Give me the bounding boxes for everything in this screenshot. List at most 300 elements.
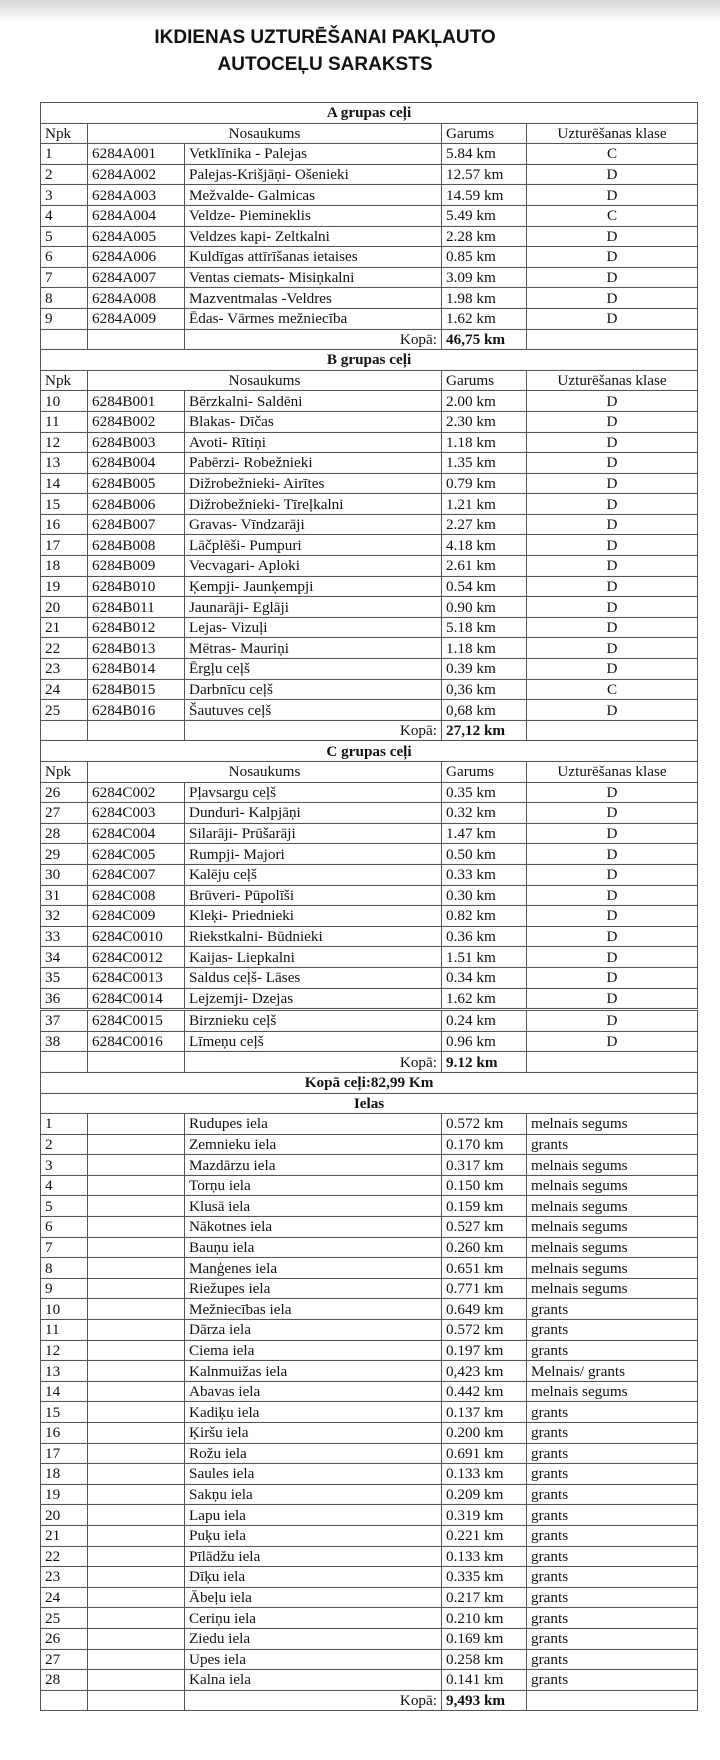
- street-length: 0.335 km: [442, 1567, 527, 1588]
- row-class: D: [527, 864, 698, 885]
- street-npk: 6: [41, 1217, 88, 1238]
- row-name: Kalēju ceļš: [185, 864, 442, 885]
- header-npk: Npk: [41, 123, 88, 144]
- column-header-row: [41, 762, 698, 783]
- table-row: [41, 1134, 698, 1155]
- street-name: Kadiķu iela: [185, 1402, 442, 1423]
- row-npk: 35: [41, 967, 88, 988]
- street-length: 0.651 km: [442, 1258, 527, 1279]
- table-row: [41, 1340, 698, 1361]
- row-code: 6284B011: [88, 597, 185, 618]
- total-empty-1: [41, 1690, 88, 1711]
- street-surface: melnais segums: [527, 1155, 698, 1176]
- row-name: Lejas- Vizuļi: [185, 617, 442, 638]
- street-npk: 1: [41, 1114, 88, 1135]
- street-code: [88, 1278, 185, 1299]
- street-surface: grants: [527, 1567, 698, 1588]
- street-name: Rožu iela: [185, 1443, 442, 1464]
- street-name: Nākotnes iela: [185, 1217, 442, 1238]
- table-row: [41, 988, 698, 1010]
- street-name: Pīlādžu iela: [185, 1546, 442, 1567]
- street-length: 0.200 km: [442, 1423, 527, 1444]
- row-code: 6284B015: [88, 679, 185, 700]
- row-length: 14.59 km: [442, 185, 527, 206]
- row-npk: 5: [41, 226, 88, 247]
- street-npk: 18: [41, 1464, 88, 1485]
- street-surface: grants: [527, 1340, 698, 1361]
- street-surface: melnais segums: [527, 1217, 698, 1238]
- row-class: D: [527, 803, 698, 824]
- row-npk: 4: [41, 205, 88, 226]
- table-row: [41, 906, 698, 927]
- street-length: 0.260 km: [442, 1237, 527, 1258]
- row-npk: 32: [41, 906, 88, 927]
- row-name: Lejzemji- Dzejas: [185, 988, 442, 1010]
- row-length: 0.33 km: [442, 864, 527, 885]
- group-title-row: [41, 103, 698, 124]
- row-length: 0.50 km: [442, 844, 527, 865]
- total-empty-1: [41, 329, 88, 350]
- title-line-2: AUTOCEĻU SARAKSTS: [217, 54, 433, 75]
- total-empty-3: [527, 329, 698, 350]
- table-row: [41, 473, 698, 494]
- table-row: [41, 803, 698, 824]
- street-name: Puķu iela: [185, 1525, 442, 1546]
- table-row: [41, 226, 698, 247]
- row-class: D: [527, 947, 698, 968]
- row-npk: 19: [41, 576, 88, 597]
- table-row: [41, 411, 698, 432]
- total-row: [41, 329, 698, 350]
- row-npk: 16: [41, 514, 88, 535]
- row-name: Līmeņu ceļš: [185, 1031, 442, 1052]
- row-class: D: [527, 782, 698, 803]
- row-code: 6284B001: [88, 391, 185, 412]
- row-class: D: [527, 267, 698, 288]
- row-length: 5.18 km: [442, 617, 527, 638]
- total-label: Kopā:: [185, 1690, 442, 1711]
- row-length: 2.30 km: [442, 411, 527, 432]
- row-code: 6284C002: [88, 782, 185, 803]
- row-npk: 12: [41, 432, 88, 453]
- street-name: Ciema iela: [185, 1340, 442, 1361]
- table-row: [41, 1567, 698, 1588]
- row-length: 5.84 km: [442, 144, 527, 165]
- row-name: Vetklīnika - Palejas: [185, 144, 442, 165]
- table-row: [41, 535, 698, 556]
- table-row: [41, 1114, 698, 1135]
- street-length: 0.197 km: [442, 1340, 527, 1361]
- table-row: [41, 185, 698, 206]
- table-row: [41, 1505, 698, 1526]
- row-npk: 37: [41, 1010, 88, 1032]
- row-name: Blakas- Dīčas: [185, 411, 442, 432]
- row-npk: 25: [41, 700, 88, 721]
- row-length: 2.00 km: [442, 391, 527, 412]
- table-row: [41, 823, 698, 844]
- row-code: 6284B013: [88, 638, 185, 659]
- table-row: [41, 494, 698, 515]
- row-code: 6284B004: [88, 453, 185, 474]
- row-code: 6284C0012: [88, 947, 185, 968]
- row-class: D: [527, 638, 698, 659]
- street-surface: melnais segums: [527, 1237, 698, 1258]
- street-length: 0.442 km: [442, 1381, 527, 1402]
- street-npk: 16: [41, 1423, 88, 1444]
- group-title: A grupas ceļi: [41, 103, 698, 124]
- street-name: Riežupes iela: [185, 1278, 442, 1299]
- group-title: C grupas ceļi: [41, 741, 698, 762]
- street-surface: grants: [527, 1443, 698, 1464]
- row-code: 6284B002: [88, 411, 185, 432]
- street-code: [88, 1381, 185, 1402]
- table-row: [41, 288, 698, 309]
- table-row: [41, 1361, 698, 1382]
- street-name: Mazdārzu iela: [185, 1155, 442, 1176]
- row-class: D: [527, 823, 698, 844]
- street-name: Zemnieku iela: [185, 1134, 442, 1155]
- table-row: [41, 164, 698, 185]
- row-npk: 18: [41, 556, 88, 577]
- row-length: 1.62 km: [442, 308, 527, 329]
- street-code: [88, 1484, 185, 1505]
- street-npk: 13: [41, 1361, 88, 1382]
- row-code: 6284A001: [88, 144, 185, 165]
- row-name: Kuldīgas attīrīšanas ietaises: [185, 247, 442, 268]
- table-row: [41, 267, 698, 288]
- street-surface: grants: [527, 1134, 698, 1155]
- row-name: Mežvalde- Galmicas: [185, 185, 442, 206]
- street-name: Dārza iela: [185, 1320, 442, 1341]
- row-length: 0,68 km: [442, 700, 527, 721]
- street-name: Saules iela: [185, 1464, 442, 1485]
- row-length: 2.61 km: [442, 556, 527, 577]
- table-row: [41, 576, 698, 597]
- street-code: [88, 1628, 185, 1649]
- row-length: 1.35 km: [442, 453, 527, 474]
- row-class: D: [527, 494, 698, 515]
- row-code: 6284A004: [88, 205, 185, 226]
- street-length: 0.169 km: [442, 1628, 527, 1649]
- row-code: 6284C0014: [88, 988, 185, 1010]
- row-name: Ķempji- Jaunķempji: [185, 576, 442, 597]
- row-length: 5.49 km: [442, 205, 527, 226]
- row-length: 2.28 km: [442, 226, 527, 247]
- streets-title: Ielas: [41, 1093, 698, 1114]
- row-code: 6284C004: [88, 823, 185, 844]
- row-length: 0.32 km: [442, 803, 527, 824]
- street-name: Bauņu iela: [185, 1237, 442, 1258]
- table-row: [41, 1443, 698, 1464]
- row-code: 6284C008: [88, 885, 185, 906]
- street-length: 0.150 km: [442, 1175, 527, 1196]
- row-code: 6284C0015: [88, 1010, 185, 1032]
- table-row: [41, 638, 698, 659]
- header-nosaukums: Nosaukums: [88, 370, 442, 391]
- row-npk: 26: [41, 782, 88, 803]
- street-code: [88, 1567, 185, 1588]
- row-npk: 38: [41, 1031, 88, 1052]
- row-name: Ērgļu ceļš: [185, 659, 442, 680]
- row-length: 2.27 km: [442, 514, 527, 535]
- column-header-row: [41, 123, 698, 144]
- row-class: D: [527, 226, 698, 247]
- row-code: 6284A002: [88, 164, 185, 185]
- table-row: [41, 597, 698, 618]
- table-row: [41, 1484, 698, 1505]
- street-code: [88, 1175, 185, 1196]
- table-row: [41, 1587, 698, 1608]
- row-npk: 3: [41, 185, 88, 206]
- row-class: D: [527, 288, 698, 309]
- street-surface: grants: [527, 1299, 698, 1320]
- row-length: 1.18 km: [442, 638, 527, 659]
- title-line-1: IKDIENAS UZTURĒŠANAI PAKĻAUTO: [154, 27, 496, 48]
- row-name: Pabērzi- Robežnieki: [185, 453, 442, 474]
- row-name: Ēdas- Vārmes mežniecība: [185, 308, 442, 329]
- street-surface: melnais segums: [527, 1114, 698, 1135]
- row-length: 0,36 km: [442, 679, 527, 700]
- row-length: 1.51 km: [442, 947, 527, 968]
- row-code: 6284C0013: [88, 967, 185, 988]
- table-row: [41, 1237, 698, 1258]
- street-name: Ķiršu iela: [185, 1423, 442, 1444]
- table-row: [41, 1402, 698, 1423]
- row-class: D: [527, 556, 698, 577]
- table-row: [41, 700, 698, 721]
- row-class: D: [527, 453, 698, 474]
- row-name: Bērzkalni- Saldēni: [185, 391, 442, 412]
- row-code: 6284C009: [88, 906, 185, 927]
- row-class: D: [527, 1010, 698, 1032]
- row-name: Riekstkalni- Būdnieki: [185, 926, 442, 947]
- row-code: 6284C0016: [88, 1031, 185, 1052]
- row-npk: 1: [41, 144, 88, 165]
- street-npk: 4: [41, 1175, 88, 1196]
- row-code: 6284B014: [88, 659, 185, 680]
- street-code: [88, 1361, 185, 1382]
- table-row: [41, 1217, 698, 1238]
- total-label: Kopā:: [185, 1052, 442, 1073]
- street-code: [88, 1649, 185, 1670]
- street-surface: Melnais/ grants: [527, 1361, 698, 1382]
- table-row: [41, 1010, 698, 1032]
- street-code: [88, 1299, 185, 1320]
- row-npk: 27: [41, 803, 88, 824]
- row-class: C: [527, 679, 698, 700]
- row-npk: 23: [41, 659, 88, 680]
- total-value: 27,12 km: [442, 720, 527, 741]
- street-npk: 23: [41, 1567, 88, 1588]
- header-garums: Garums: [442, 123, 527, 144]
- row-npk: 36: [41, 988, 88, 1010]
- row-name: Silarāji- Prūšarāji: [185, 823, 442, 844]
- row-class: D: [527, 885, 698, 906]
- row-class: D: [527, 514, 698, 535]
- header-npk: Npk: [41, 370, 88, 391]
- street-npk: 8: [41, 1258, 88, 1279]
- table-row: [41, 617, 698, 638]
- table-row: [41, 947, 698, 968]
- street-length: 0,423 km: [442, 1361, 527, 1382]
- table-row: [41, 1608, 698, 1629]
- header-klase: Uzturēšanas klase: [527, 370, 698, 391]
- row-code: 6284B003: [88, 432, 185, 453]
- street-surface: grants: [527, 1587, 698, 1608]
- row-class: D: [527, 844, 698, 865]
- table-row: [41, 1320, 698, 1341]
- street-name: Manģenes iela: [185, 1258, 442, 1279]
- total-label: Kopā:: [185, 720, 442, 741]
- row-length: 0.96 km: [442, 1031, 527, 1052]
- street-npk: 27: [41, 1649, 88, 1670]
- table-row: [41, 659, 698, 680]
- total-row: [41, 1690, 698, 1711]
- table-row: [41, 1196, 698, 1217]
- row-code: 6284B016: [88, 700, 185, 721]
- row-code: 6284C003: [88, 803, 185, 824]
- table-row: [41, 1670, 698, 1691]
- header-garums: Garums: [442, 370, 527, 391]
- street-surface: grants: [527, 1628, 698, 1649]
- row-class: D: [527, 576, 698, 597]
- row-length: 12.57 km: [442, 164, 527, 185]
- row-code: 6284A008: [88, 288, 185, 309]
- table-row: [41, 844, 698, 865]
- row-class: C: [527, 144, 698, 165]
- row-length: 1.62 km: [442, 988, 527, 1010]
- row-npk: 7: [41, 267, 88, 288]
- table-row: [41, 1464, 698, 1485]
- table-row: [41, 782, 698, 803]
- row-code: 6284A007: [88, 267, 185, 288]
- street-length: 0.572 km: [442, 1320, 527, 1341]
- table-row: [41, 885, 698, 906]
- row-length: 0.24 km: [442, 1010, 527, 1032]
- table-row: [41, 556, 698, 577]
- top-shade: [0, 0, 720, 22]
- roads-table-body: [41, 103, 698, 1711]
- street-length: 0.649 km: [442, 1299, 527, 1320]
- group-title-row: [41, 741, 698, 762]
- street-code: [88, 1237, 185, 1258]
- row-name: Šautuves ceļš: [185, 700, 442, 721]
- table-row: [41, 1155, 698, 1176]
- table-row: [41, 1175, 698, 1196]
- row-name: Dunduri- Kalpjāņi: [185, 803, 442, 824]
- row-code: 6284B005: [88, 473, 185, 494]
- row-name: Rumpji- Majori: [185, 844, 442, 865]
- row-class: D: [527, 308, 698, 329]
- street-npk: 22: [41, 1546, 88, 1567]
- street-name: Dīķu iela: [185, 1567, 442, 1588]
- total-label: Kopā:: [185, 329, 442, 350]
- total-empty-3: [527, 720, 698, 741]
- grand-total-row: [41, 1072, 698, 1093]
- row-npk: 10: [41, 391, 88, 412]
- row-code: 6284B009: [88, 556, 185, 577]
- row-length: 1.21 km: [442, 494, 527, 515]
- row-code: 6284A009: [88, 308, 185, 329]
- header-garums: Garums: [442, 762, 527, 783]
- street-npk: 21: [41, 1525, 88, 1546]
- roads-table: [40, 102, 698, 1711]
- total-empty-3: [527, 1690, 698, 1711]
- row-name: Dižrobežnieki- Tīreļkalni: [185, 494, 442, 515]
- table-row: [41, 1031, 698, 1052]
- row-class: C: [527, 205, 698, 226]
- row-code: 6284B006: [88, 494, 185, 515]
- street-length: 0.210 km: [442, 1608, 527, 1629]
- street-name: Abavas iela: [185, 1381, 442, 1402]
- street-length: 0.258 km: [442, 1649, 527, 1670]
- row-class: D: [527, 597, 698, 618]
- row-class: D: [527, 391, 698, 412]
- row-code: 6284B010: [88, 576, 185, 597]
- row-name: Palejas-Krišjāņi- Ošenieki: [185, 164, 442, 185]
- streets-title-row: [41, 1093, 698, 1114]
- row-name: Darbnīcu ceļš: [185, 679, 442, 700]
- row-length: 0.30 km: [442, 885, 527, 906]
- street-name: Ābeļu iela: [185, 1587, 442, 1608]
- street-name: Kalnmuižas iela: [185, 1361, 442, 1382]
- row-npk: 8: [41, 288, 88, 309]
- row-length: 0.35 km: [442, 782, 527, 803]
- table-row: [41, 1258, 698, 1279]
- row-code: 6284B012: [88, 617, 185, 638]
- table-row: [41, 144, 698, 165]
- row-class: D: [527, 988, 698, 1010]
- row-name: Pļavsargu ceļš: [185, 782, 442, 803]
- row-class: D: [527, 1031, 698, 1052]
- street-name: Lapu iela: [185, 1505, 442, 1526]
- street-surface: grants: [527, 1320, 698, 1341]
- street-length: 0.209 km: [442, 1484, 527, 1505]
- row-class: D: [527, 164, 698, 185]
- street-surface: melnais segums: [527, 1278, 698, 1299]
- table-row: [41, 1381, 698, 1402]
- street-surface: melnais segums: [527, 1175, 698, 1196]
- row-length: 0.54 km: [442, 576, 527, 597]
- street-length: 0.133 km: [442, 1546, 527, 1567]
- street-length: 0.691 km: [442, 1443, 527, 1464]
- street-npk: 28: [41, 1670, 88, 1691]
- street-code: [88, 1423, 185, 1444]
- row-class: D: [527, 926, 698, 947]
- table-row: [41, 205, 698, 226]
- table-row: [41, 864, 698, 885]
- row-code: 6284B007: [88, 514, 185, 535]
- row-npk: 15: [41, 494, 88, 515]
- row-npk: 14: [41, 473, 88, 494]
- street-npk: 24: [41, 1587, 88, 1608]
- total-value: 46,75 km: [442, 329, 527, 350]
- street-npk: 12: [41, 1340, 88, 1361]
- table-row: [41, 967, 698, 988]
- total-row: [41, 720, 698, 741]
- street-length: 0.137 km: [442, 1402, 527, 1423]
- street-name: Kalna iela: [185, 1670, 442, 1691]
- row-length: 0.36 km: [442, 926, 527, 947]
- street-surface: melnais segums: [527, 1381, 698, 1402]
- row-code: 6284C005: [88, 844, 185, 865]
- row-name: Brūveri- Pūpolīši: [185, 885, 442, 906]
- street-surface: grants: [527, 1464, 698, 1485]
- row-name: Vecvagari- Aploki: [185, 556, 442, 577]
- total-empty-3: [527, 1052, 698, 1073]
- street-name: Upes iela: [185, 1649, 442, 1670]
- table-row: [41, 1299, 698, 1320]
